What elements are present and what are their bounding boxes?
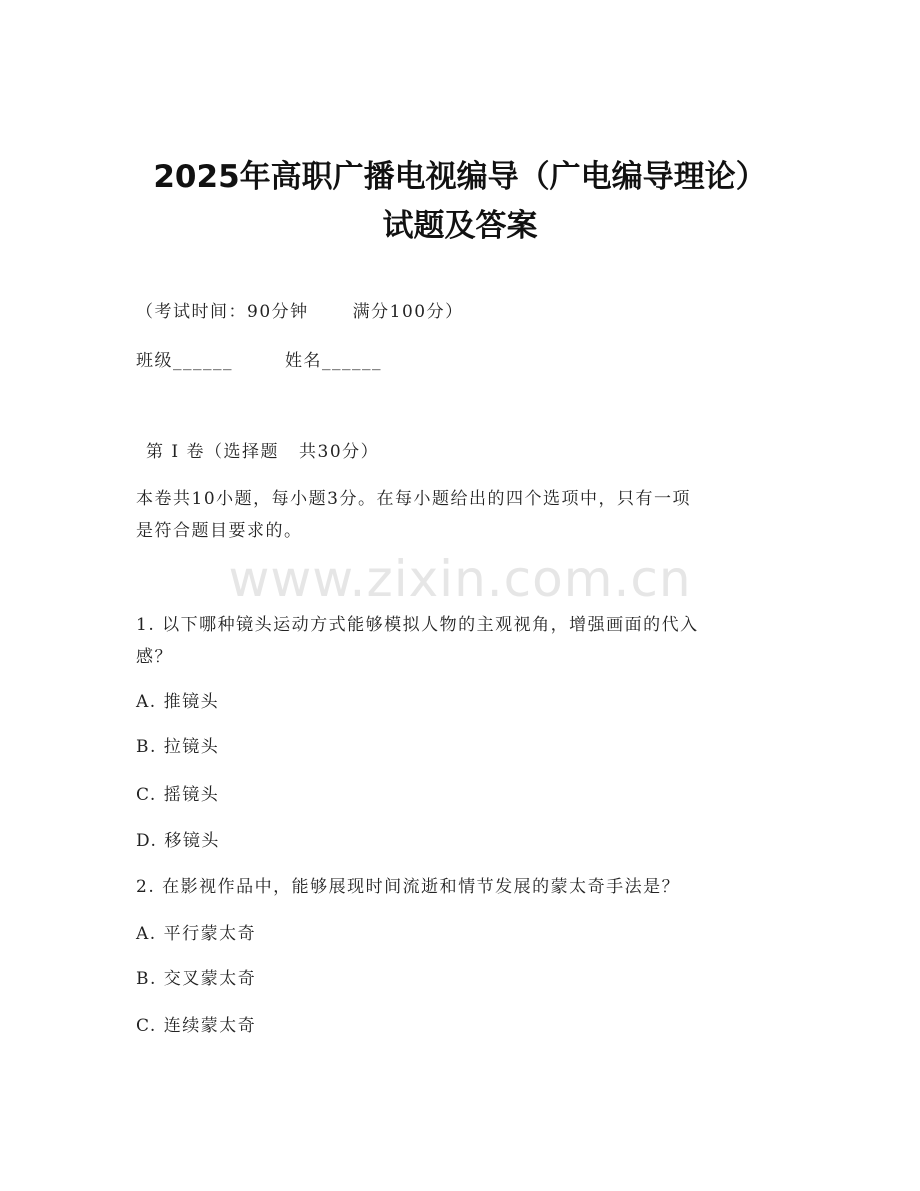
instructions: [136, 483, 786, 547]
class-field: 班级______: [136, 351, 233, 371]
question-1-option-d: D. 移镜头: [136, 831, 220, 851]
question-1-option-a: A. 推镜头: [136, 692, 220, 712]
document-title-line-1: 2025年高职广播电视编导（广电编导理论）: [153, 159, 767, 195]
instructions-line: 本卷共10小题，每小题3分。在每小题给出的四个选项中，只有一项: [136, 489, 691, 509]
section-score: 共30分）: [299, 442, 380, 462]
exam-time: （考试时间：90分钟: [136, 302, 309, 322]
document-title-line-2: 试题及答案: [382, 208, 538, 244]
question-2-option-a: A. 平行蒙太奇: [136, 924, 257, 944]
instructions-line: 是符合题目要求的。: [136, 521, 303, 541]
question-1-option-b: B. 拉镜头: [136, 737, 220, 757]
name-field: 姓名______: [285, 351, 382, 371]
question-2-stem: 2. 在影视作品中，能够展现时间流逝和情节发展的蒙太奇手法是？: [136, 877, 681, 897]
section-heading: [146, 440, 379, 464]
student-info: [136, 349, 382, 373]
question-2-option-b: B. 交叉蒙太奇: [136, 969, 257, 989]
question-2-option-c: C. 连续蒙太奇: [136, 1016, 257, 1036]
full-score: 满分100分）: [352, 302, 464, 322]
watermark: www.zixin.com.cn: [228, 550, 692, 608]
question-stem-line: 1. 以下哪种镜头运动方式能够模拟人物的主观视角，增强画面的代入: [136, 615, 699, 635]
question-stem-line: 感？: [136, 647, 173, 667]
question-1-option-c: C. 摇镜头: [136, 785, 220, 805]
section-title: 第 I 卷（选择题: [146, 442, 280, 462]
exam-meta: [136, 300, 464, 324]
question-1-stem: [136, 609, 786, 673]
